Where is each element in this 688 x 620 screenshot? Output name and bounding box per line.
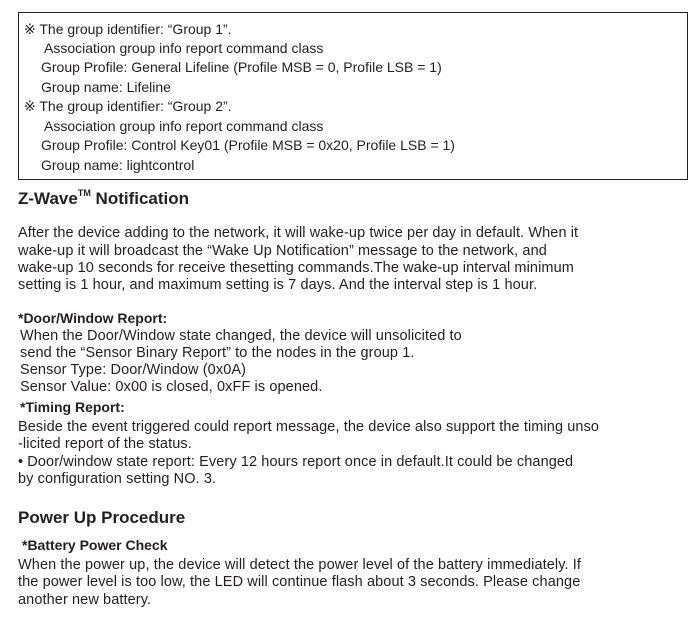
trademark-mark: TM bbox=[77, 188, 91, 198]
notification-paragraph-line: wake-up it will broadcast the “Wake Up Notification” message to the network, and bbox=[18, 243, 547, 259]
group1-command-class: Association group info report command class bbox=[44, 40, 324, 56]
timing-line: -licited report of the status. bbox=[18, 436, 192, 452]
group1-identifier: ※ The group identifier: “Group 1”. bbox=[24, 21, 232, 37]
group1-name: Group name: Lifeline bbox=[41, 79, 171, 95]
group2-identifier: ※ The group identifier: “Group 2”. bbox=[24, 98, 232, 114]
timing-line: • Door/window state report: Every 12 hours report once in default.It could be changed bbox=[18, 454, 574, 470]
notification-paragraph-line: After the device adding to the network, it will wake-up twice per day in default. When it bbox=[18, 225, 579, 241]
zwave-notification-heading bbox=[18, 188, 189, 210]
group2-name: Group name: lightcontrol bbox=[41, 157, 195, 173]
notification-paragraph-line: setting is 1 hour, and maximum setting is 7 days. And the interval step is 1 hour. bbox=[18, 277, 538, 293]
power-up-procedure-heading: Power Up Procedure bbox=[18, 508, 186, 527]
door-window-line: send the “Sensor Binary Report” to the nodes in the group 1. bbox=[20, 345, 415, 361]
battery-line: another new battery. bbox=[18, 592, 152, 608]
group1-profile: Group Profile: General Lifeline (Profile MSB = 0, Profile LSB = 1) bbox=[41, 59, 442, 75]
door-window-report-heading: *Door/Window Report: bbox=[18, 310, 168, 326]
battery-power-check-heading: *Battery Power Check bbox=[22, 537, 168, 553]
door-window-line: When the Door/Window state changed, the device will unsolicited to bbox=[20, 328, 462, 344]
door-window-line: Sensor Type: Door/Window (0x0A) bbox=[20, 362, 247, 378]
heading-zwave: Z-Wave bbox=[18, 189, 78, 208]
notification-paragraph-line: wake-up 10 seconds for receive thesetting commands.The wake-up interval minimum bbox=[18, 260, 574, 276]
group2-profile: Group Profile: Control Key01 (Profile MSB = 0x20, Profile LSB = 1) bbox=[41, 137, 455, 153]
door-window-line: Sensor Value: 0x00 is closed, 0xFF is opened. bbox=[20, 379, 323, 395]
timing-line: Beside the event triggered could report message, the device also support the timing unso bbox=[18, 419, 600, 435]
timing-report-heading: *Timing Report: bbox=[20, 399, 125, 415]
heading-notification: Notification bbox=[90, 189, 190, 208]
battery-line: When the power up, the device will detect the power level of the battery immediately. If bbox=[18, 557, 582, 573]
battery-line: the power level is too low, the LED will continue flash about 3 seconds. Please change bbox=[18, 574, 581, 590]
group2-command-class: Association group info report command class bbox=[44, 118, 324, 134]
timing-line: by configuration setting NO. 3. bbox=[18, 471, 217, 487]
